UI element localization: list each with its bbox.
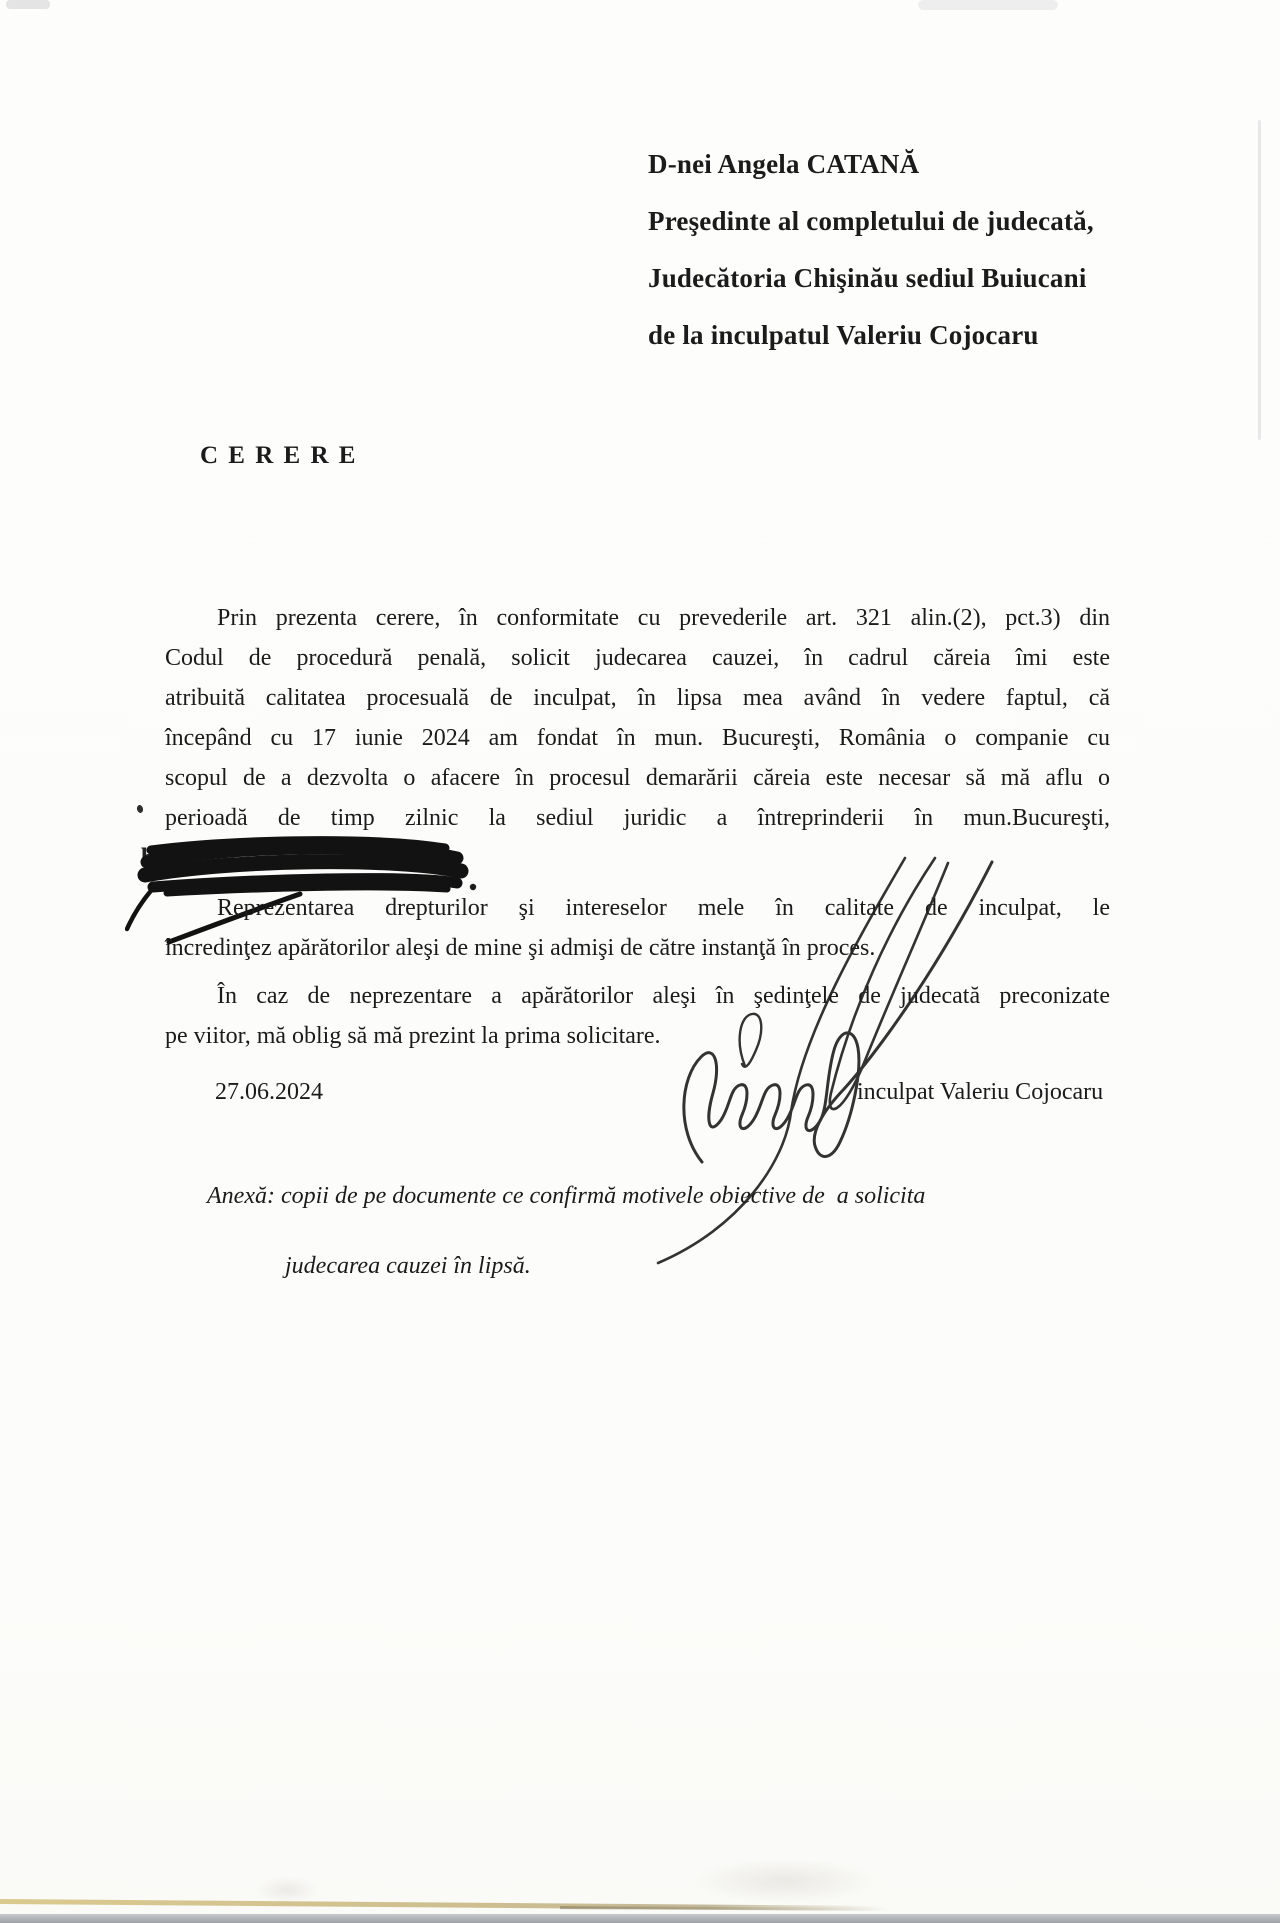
document-title: C E R E R E xyxy=(200,442,358,469)
body-line: În caz de neprezentare a apărătorilor aleşi în şedinţele de judecată preconizate xyxy=(217,983,1110,1009)
scan-smudge xyxy=(690,1858,880,1904)
scan-streak-right-margin xyxy=(1258,120,1261,440)
body-line: atribuită calitatea procesuală de inculpat, în lipsa mea având în vedere faptul, că xyxy=(165,685,1110,711)
margin-dot-mark xyxy=(136,804,144,813)
body-paragraph-2 xyxy=(165,888,1110,968)
redacted-text-fragment: bd.A xyxy=(141,843,196,872)
scan-smudge xyxy=(255,1876,319,1904)
recipient-line-court: Judecătoria Chişinău sediul Buiucani xyxy=(648,263,1087,293)
body-line: încredinţez apărătorilor aleşi de mine şi admişi de către instanţă în proces. xyxy=(165,935,876,961)
signer-name: inculpat Valeriu Cojocaru xyxy=(857,1079,1104,1105)
annex-note-line-1: Anexă: copii de pe documente ce confirmă motivele obiective de a solicita xyxy=(207,1183,926,1209)
document-date: 27.06.2024 xyxy=(215,1079,323,1105)
recipient-line-judge: D-nei Angela CATANĂ xyxy=(648,149,920,179)
body-line: Reprezentarea drepturilor şi intereselor mele în calitate de inculpat, le xyxy=(217,895,1110,921)
body-line: Codul de procedură penală, solicit judecarea cauzei, în cadrul căreia îmi este xyxy=(165,645,1110,671)
body-line: începând cu 17 iunie 2024 am fondat în mun. Bucureşti, România o companie cu xyxy=(165,725,1110,751)
body-line: Prin prezenta cerere, în conformitate cu prevederile art. 321 alin.(2), pct.3) din xyxy=(217,605,1110,631)
body-paragraph-1 xyxy=(165,598,1110,838)
scanner-background-strip xyxy=(0,1914,1280,1923)
scan-speck-top-center xyxy=(918,0,1058,10)
page-edge-line-dark xyxy=(560,1906,890,1911)
body-paragraph-3 xyxy=(165,976,1110,1056)
redacted-text-fragment: î.i. xyxy=(377,842,403,868)
recipient-line-role: Preşedinte al completului de judecată, xyxy=(648,206,1094,236)
annex-note-line-2: judecarea cauzei în lipsă. xyxy=(285,1253,531,1279)
recipient-line-from: de la inculpatul Valeriu Cojocaru xyxy=(648,320,1039,350)
body-line: perioadă de timp zilnic la sediul juridic a întreprinderii în mun.Bucureşti, xyxy=(165,805,1110,831)
scan-speck-top-left xyxy=(6,0,50,9)
recipient-block xyxy=(648,136,1094,364)
body-line: scopul de a dezvolta o afacere în procesul demarării căreia este necesar să mă aflu o xyxy=(165,765,1110,791)
body-line: pe viitor, mă oblig să mă prezint la prima solicitare. xyxy=(165,1023,661,1049)
